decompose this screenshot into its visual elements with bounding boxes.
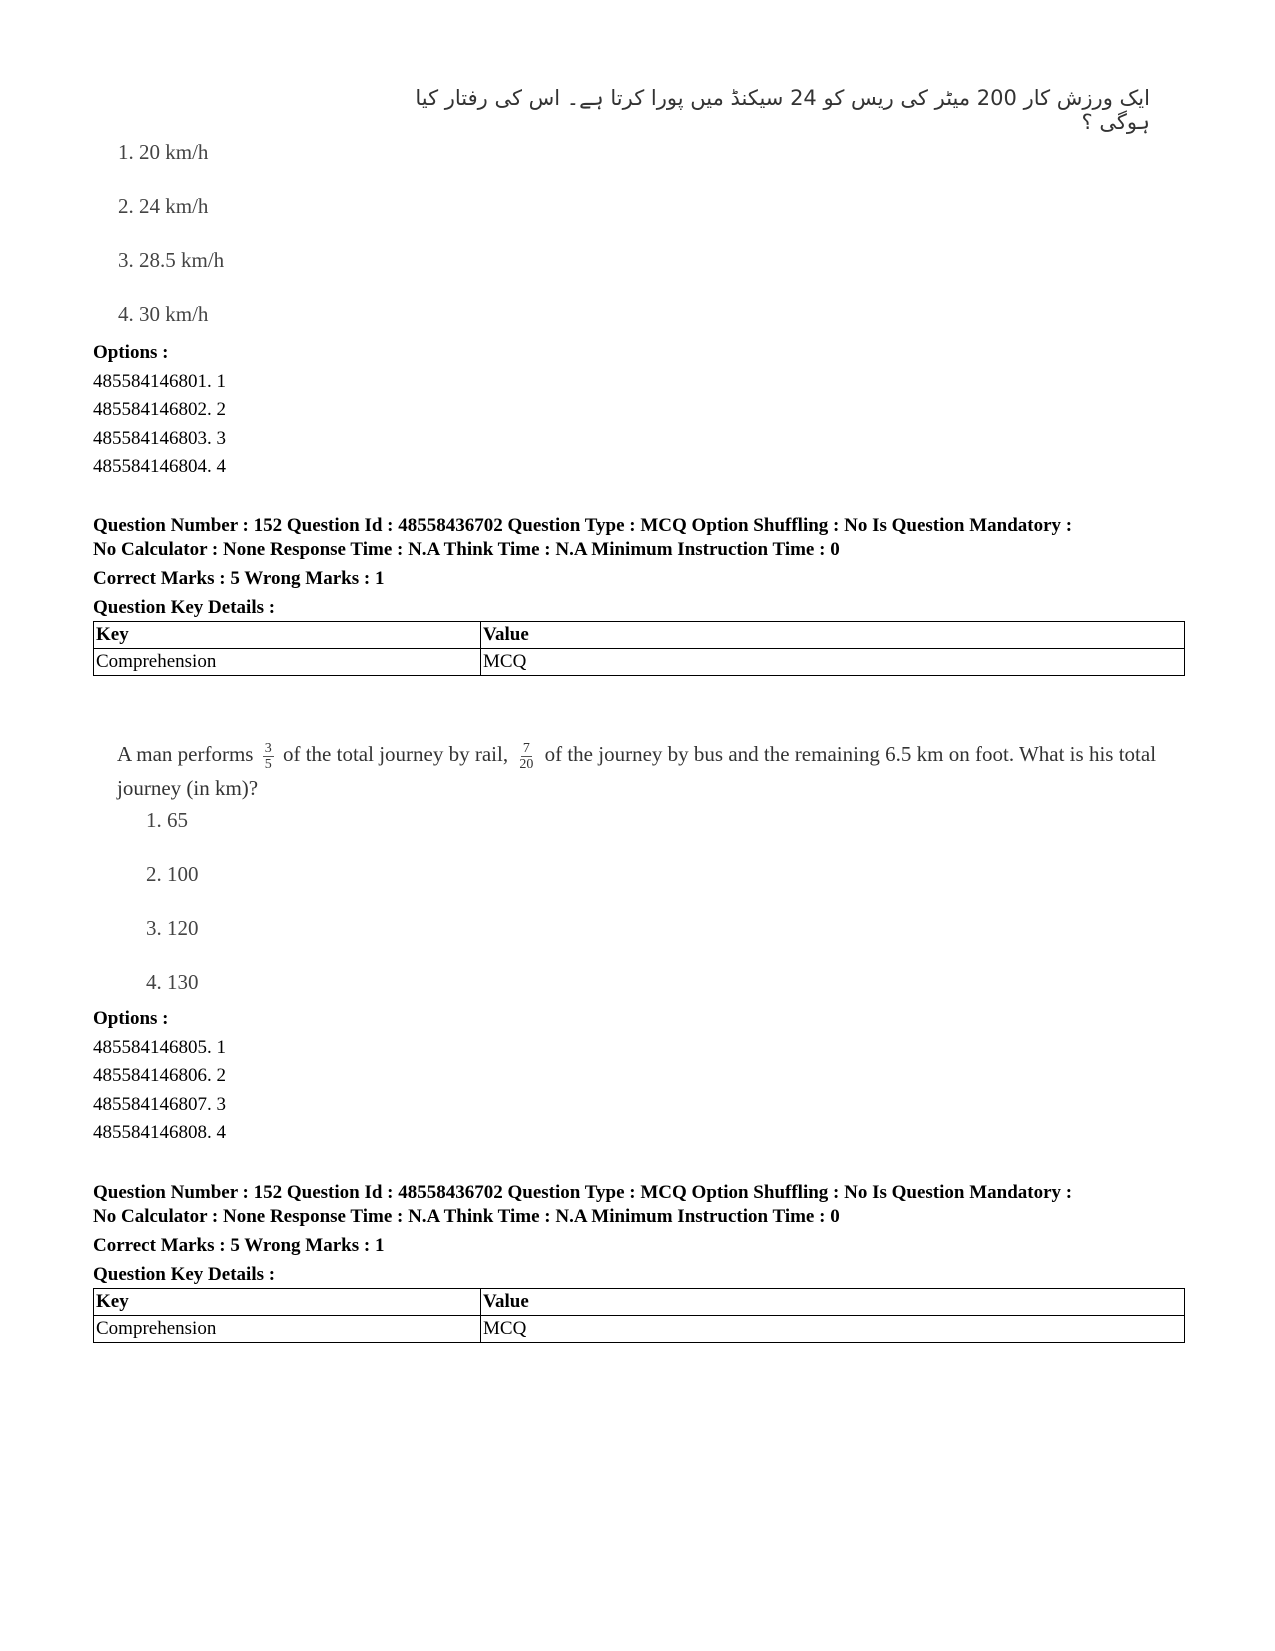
question-2-text	[117, 738, 1177, 805]
fraction-denominator: 20	[519, 756, 534, 772]
table-row	[94, 622, 1185, 649]
marks-line: Correct Marks : 5 Wrong Marks : 1	[93, 1235, 385, 1256]
table-header-key: Key	[94, 622, 481, 649]
key-details-title: Question Key Details :	[93, 597, 276, 618]
choice-item: 1. 20 km/h	[118, 140, 209, 164]
table-header-value: Value	[481, 1289, 1185, 1316]
question-meta-2	[93, 1181, 1193, 1287]
choice-item: 2. 24 km/h	[118, 194, 209, 218]
question-1-options	[93, 339, 226, 482]
question-meta-1	[93, 514, 1193, 620]
fraction-numerator: 3	[264, 740, 272, 756]
option-item: 485584146808. 4	[93, 1122, 226, 1143]
table-cell-value: MCQ	[481, 649, 1185, 676]
question-2-options	[93, 1005, 226, 1148]
choice-item: 1. 65	[146, 808, 188, 832]
option-item: 485584146801. 1	[93, 370, 226, 392]
options-title: Options :	[93, 342, 169, 363]
fraction-denominator: 5	[264, 756, 272, 772]
fraction-7-20	[517, 741, 535, 772]
table-cell-key: Comprehension	[94, 1316, 481, 1343]
choice-item: 3. 120	[146, 916, 199, 940]
option-item: 485584146805. 1	[93, 1036, 226, 1058]
key-details-table-2	[93, 1288, 1185, 1343]
options-title: Options :	[93, 1008, 169, 1029]
key-details-title: Question Key Details :	[93, 1264, 276, 1285]
meta-line: No Calculator : None Response Time : N.A Think Time : N.A Minimum Instruction Time : 0	[93, 1206, 840, 1227]
key-details-table-1	[93, 621, 1185, 676]
question-2-choices	[146, 808, 199, 1024]
question-text-part: of the total journey by rail,	[282, 742, 509, 766]
fraction-3-5	[263, 741, 274, 772]
option-item: 485584146804. 4	[93, 456, 226, 477]
choice-item: 3. 28.5 km/h	[118, 248, 225, 272]
meta-line: Question Number : 152 Question Id : 48558436702 Question Type : MCQ Option Shuffling : No Is Question Mandatory :	[93, 515, 1073, 536]
question-1-choices	[118, 140, 224, 356]
fraction-numerator: 7	[522, 740, 530, 756]
table-cell-key: Comprehension	[94, 649, 481, 676]
marks-line: Correct Marks : 5 Wrong Marks : 1	[93, 568, 385, 589]
table-row	[94, 649, 1185, 676]
option-item: 485584146802. 2	[93, 399, 226, 420]
table-cell-value: MCQ	[481, 1316, 1185, 1343]
choice-item: 4. 30 km/h	[118, 302, 209, 326]
question-text-part: A man performs	[117, 742, 254, 766]
choice-item: 4. 130	[146, 970, 199, 994]
table-header-key: Key	[94, 1289, 481, 1316]
question-1-text: ایک ورزش کار 200 میٹر کی ریس کو 24 سیکنڈ میں پورا کرتا ہے۔ اس کی رفتار کیا ہوگی ؟	[415, 86, 1150, 134]
option-item: 485584146806. 2	[93, 1065, 226, 1086]
table-row	[94, 1316, 1185, 1343]
meta-line: No Calculator : None Response Time : N.A Think Time : N.A Minimum Instruction Time : 0	[93, 539, 840, 560]
option-item: 485584146803. 3	[93, 427, 226, 449]
table-header-value: Value	[481, 622, 1185, 649]
option-item: 485584146807. 3	[93, 1093, 226, 1115]
choice-item: 2. 100	[146, 862, 199, 886]
table-row	[94, 1289, 1185, 1316]
question-text-part: of the journey by bus and the remaining 6.5 km on foot. What is his total journey (in km)?	[117, 742, 1157, 800]
meta-line: Question Number : 152 Question Id : 48558436702 Question Type : MCQ Option Shuffling : No Is Question Mandatory :	[93, 1182, 1073, 1203]
